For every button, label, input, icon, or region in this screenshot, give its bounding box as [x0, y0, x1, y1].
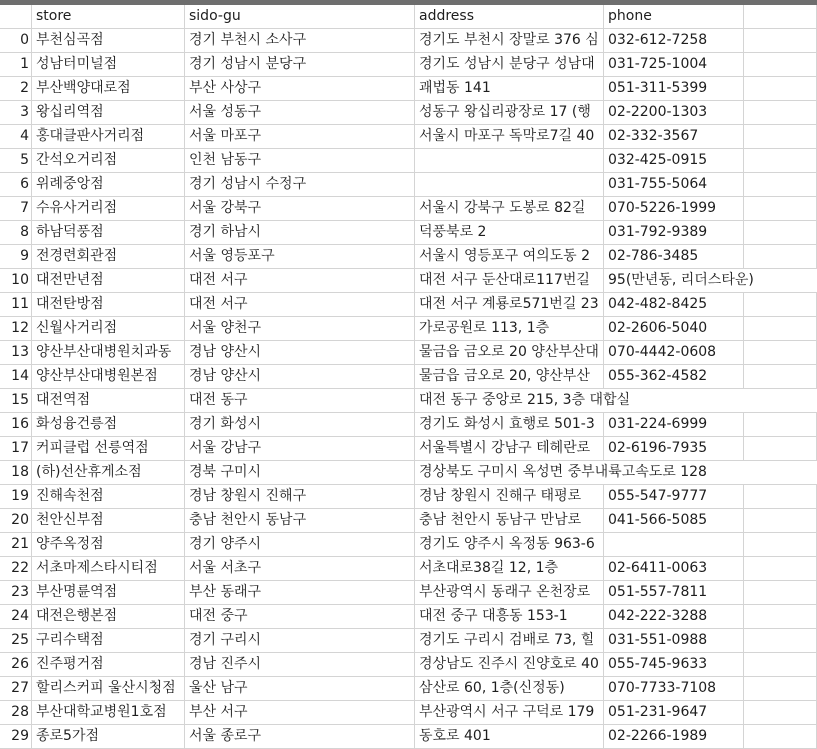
address-cell[interactable]: 충남 천안시 동남구 만남로	[415, 509, 604, 532]
store-cell[interactable]: 양산부산대병원치과동	[32, 341, 185, 364]
store-cell[interactable]: 성남터미널점	[32, 53, 185, 76]
address-cell[interactable]: 대전 중구 대흥동 153-1	[415, 605, 604, 628]
address-cell[interactable]: 서울시 강북구 도봉로 82길	[415, 197, 604, 220]
address-cell[interactable]: 물금읍 금오로 20 양산부산대	[415, 341, 604, 364]
empty-cell[interactable]	[744, 629, 817, 652]
phone-cell[interactable]: 02-2606-5040	[604, 317, 744, 340]
store-cell[interactable]: 부산대학교병원1호점	[32, 701, 185, 724]
table-row[interactable]	[0, 557, 817, 581]
row-index[interactable]: 14	[0, 365, 32, 388]
address-cell[interactable]: 경남 창원시 진해구 태평로	[415, 485, 604, 508]
empty-cell[interactable]	[744, 77, 817, 100]
store-cell[interactable]: 간석오거리점	[32, 149, 185, 172]
phone-cell[interactable]: 032-612-7258	[604, 29, 744, 52]
store-cell[interactable]: 종로5가점	[32, 725, 185, 748]
address-cell[interactable]	[415, 173, 604, 196]
store-cell[interactable]: 하남덕풍점	[32, 221, 185, 244]
address-cell[interactable]: 경기도 양주시 옥정동 963-6	[415, 533, 604, 556]
empty-cell[interactable]	[744, 221, 817, 244]
empty-column-header[interactable]	[744, 5, 817, 28]
table-row[interactable]	[0, 269, 817, 293]
empty-cell[interactable]	[744, 341, 817, 364]
phone-cell[interactable]: 031-755-5064	[604, 173, 744, 196]
phone-cell[interactable]: 02-2200-1303	[604, 101, 744, 124]
row-index[interactable]: 6	[0, 173, 32, 196]
store-cell[interactable]: 수유사거리점	[32, 197, 185, 220]
table-row[interactable]	[0, 629, 817, 653]
address-cell[interactable]: 삼산로 60, 1층(신정동)	[415, 677, 604, 700]
empty-cell[interactable]	[744, 53, 817, 76]
empty-cell[interactable]	[744, 317, 817, 340]
table-row[interactable]	[0, 605, 817, 629]
store-cell[interactable]: 왕십리역점	[32, 101, 185, 124]
empty-cell[interactable]	[744, 197, 817, 220]
row-index[interactable]: 21	[0, 533, 32, 556]
phone-cell[interactable]: 070-7733-7108	[604, 677, 744, 700]
row-index[interactable]: 1	[0, 53, 32, 76]
sido-gu-cell[interactable]: 충남 천안시 동남구	[185, 509, 415, 532]
table-row[interactable]	[0, 365, 817, 389]
row-index[interactable]: 29	[0, 725, 32, 748]
table-row[interactable]	[0, 29, 817, 53]
table-row[interactable]	[0, 725, 817, 749]
store-cell[interactable]: 부천심곡점	[32, 29, 185, 52]
phone-cell[interactable]: 070-4442-0608	[604, 341, 744, 364]
row-index[interactable]: 17	[0, 437, 32, 460]
table-row[interactable]	[0, 77, 817, 101]
table-row[interactable]	[0, 509, 817, 533]
table-row[interactable]	[0, 461, 817, 485]
empty-cell[interactable]	[744, 533, 817, 556]
table-row[interactable]	[0, 317, 817, 341]
sido-gu-cell[interactable]: 서울 영등포구	[185, 245, 415, 268]
phone-cell[interactable]: 055-745-9633	[604, 653, 744, 676]
table-row[interactable]	[0, 485, 817, 509]
table-row[interactable]	[0, 197, 817, 221]
sido-gu-cell[interactable]: 부산 서구	[185, 701, 415, 724]
sido-gu-cell[interactable]: 대전 중구	[185, 605, 415, 628]
row-index[interactable]: 12	[0, 317, 32, 340]
address-cell[interactable]: 서울특별시 강남구 테헤란로	[415, 437, 604, 460]
empty-cell[interactable]	[744, 605, 817, 628]
row-index[interactable]: 26	[0, 653, 32, 676]
table-row[interactable]	[0, 653, 817, 677]
phone-cell[interactable]: 041-566-5085	[604, 509, 744, 532]
address-cell[interactable]: 덕풍북로 2	[415, 221, 604, 244]
empty-cell[interactable]	[744, 101, 817, 124]
sido-gu-cell[interactable]: 경남 진주시	[185, 653, 415, 676]
store-cell[interactable]: 화성융건릉점	[32, 413, 185, 436]
sido-gu-cell[interactable]: 서울 서초구	[185, 557, 415, 580]
address-cell[interactable]: 서초대로38길 12, 1층	[415, 557, 604, 580]
address-cell[interactable]: 물금읍 금오로 20, 양산부산	[415, 365, 604, 388]
phone-cell[interactable]: 055-362-4582	[604, 365, 744, 388]
phone-cell[interactable]: 070-5226-1999	[604, 197, 744, 220]
store-cell[interactable]: 구리수택점	[32, 629, 185, 652]
sido-gu-cell[interactable]: 서울 강남구	[185, 437, 415, 460]
row-index[interactable]: 25	[0, 629, 32, 652]
empty-cell[interactable]	[744, 677, 817, 700]
table-row[interactable]	[0, 245, 817, 269]
sido-gu-cell[interactable]: 서울 양천구	[185, 317, 415, 340]
table-row[interactable]	[0, 221, 817, 245]
phone-cell[interactable]	[604, 533, 744, 556]
store-cell[interactable]: 천안신부점	[32, 509, 185, 532]
table-row[interactable]	[0, 701, 817, 725]
row-index[interactable]: 2	[0, 77, 32, 100]
table-row[interactable]	[0, 293, 817, 317]
address-cell[interactable]: 경기도 성남시 분당구 성남대	[415, 53, 604, 76]
sido-gu-cell[interactable]: 부산 사상구	[185, 77, 415, 100]
address-cell[interactable]: 대전 서구 둔산대로117번길	[415, 269, 604, 292]
phone-cell[interactable]: 032-425-0915	[604, 149, 744, 172]
sido-gu-cell[interactable]: 경남 양산시	[185, 341, 415, 364]
sido-gu-cell[interactable]: 경기 하남시	[185, 221, 415, 244]
store-cell[interactable]: 커피클럽 선릉역점	[32, 437, 185, 460]
row-index[interactable]: 28	[0, 701, 32, 724]
address-cell[interactable]: 가로공원로 113, 1층	[415, 317, 604, 340]
store-cell[interactable]: 진해속천점	[32, 485, 185, 508]
row-index[interactable]: 24	[0, 605, 32, 628]
table-row[interactable]	[0, 677, 817, 701]
row-index[interactable]: 7	[0, 197, 32, 220]
empty-cell[interactable]	[744, 293, 817, 316]
row-index[interactable]: 5	[0, 149, 32, 172]
table-row[interactable]	[0, 389, 817, 413]
sido-gu-cell[interactable]: 경기 성남시 분당구	[185, 53, 415, 76]
table-row[interactable]	[0, 533, 817, 557]
address-cell[interactable]: 대전 서구 계룡로571번길 23	[415, 293, 604, 316]
column-header-sido-gu[interactable]: sido-gu	[185, 5, 415, 28]
address-cell[interactable]: 경기도 부천시 장말로 376 심	[415, 29, 604, 52]
store-cell[interactable]: 부산명륜역점	[32, 581, 185, 604]
empty-cell[interactable]	[744, 29, 817, 52]
address-cell[interactable]: 경상북도 구미시 옥성면 중부내륙고속도로 128	[419, 464, 707, 480]
sido-gu-cell[interactable]: 대전 서구	[185, 269, 415, 292]
empty-cell[interactable]	[744, 125, 817, 148]
store-cell[interactable]: (하)선산휴게소점	[32, 461, 185, 484]
address-cell[interactable]	[415, 149, 604, 172]
phone-cell[interactable]: 051-311-5399	[604, 77, 744, 100]
address-cell[interactable]: 대전 동구 중앙로 215, 3층 대합실	[419, 392, 631, 408]
sido-gu-cell[interactable]: 경기 성남시 수정구	[185, 173, 415, 196]
sido-gu-cell[interactable]: 경기 화성시	[185, 413, 415, 436]
row-index[interactable]: 0	[0, 29, 32, 52]
address-cell[interactable]: 동호로 401	[415, 725, 604, 748]
row-index[interactable]: 22	[0, 557, 32, 580]
sido-gu-cell[interactable]: 경기 부천시 소사구	[185, 29, 415, 52]
empty-cell[interactable]	[744, 365, 817, 388]
address-cell[interactable]: 경기도 구리시 검배로 73, 힐	[415, 629, 604, 652]
index-header[interactable]	[0, 5, 32, 28]
sido-gu-cell[interactable]: 서울 강북구	[185, 197, 415, 220]
sido-gu-cell[interactable]: 경북 구미시	[185, 461, 415, 484]
row-index[interactable]: 18	[0, 461, 32, 484]
sido-gu-cell[interactable]: 울산 남구	[185, 677, 415, 700]
row-index[interactable]: 27	[0, 677, 32, 700]
address-cell[interactable]: 부산광역시 서구 구덕로 179	[415, 701, 604, 724]
row-index[interactable]: 9	[0, 245, 32, 268]
address-cell[interactable]: 경상남도 진주시 진양호로 40	[415, 653, 604, 676]
header-row	[0, 5, 817, 29]
store-cell[interactable]: 전경련회관점	[32, 245, 185, 268]
row-index[interactable]: 15	[0, 389, 32, 412]
phone-cell[interactable]: 95(만년동, 리더스타운)	[608, 272, 754, 288]
column-header-store[interactable]: store	[32, 5, 185, 28]
empty-cell[interactable]	[744, 653, 817, 676]
sido-gu-cell[interactable]: 대전 동구	[185, 389, 415, 412]
table-row[interactable]	[0, 101, 817, 125]
row-index[interactable]: 23	[0, 581, 32, 604]
store-cell[interactable]: 위례중앙점	[32, 173, 185, 196]
sido-gu-cell[interactable]: 경기 양주시	[185, 533, 415, 556]
table-row[interactable]	[0, 125, 817, 149]
row-index[interactable]: 10	[0, 269, 32, 292]
phone-cell[interactable]: 042-222-3288	[604, 605, 744, 628]
table-row[interactable]	[0, 413, 817, 437]
phone-cell[interactable]: 051-231-9647	[604, 701, 744, 724]
address-cell[interactable]: 서울시 영등포구 여의도동 2	[415, 245, 604, 268]
phone-cell[interactable]: 02-2266-1989	[604, 725, 744, 748]
empty-cell[interactable]	[744, 173, 817, 196]
store-cell[interactable]: 대전만년점	[32, 269, 185, 292]
phone-cell[interactable]: 055-547-9777	[604, 485, 744, 508]
address-cell[interactable]: 서울시 마포구 독막로7길 40	[415, 125, 604, 148]
row-index[interactable]: 20	[0, 509, 32, 532]
sido-gu-cell[interactable]: 경남 양산시	[185, 365, 415, 388]
store-cell[interactable]: 양주옥정점	[32, 533, 185, 556]
table-row[interactable]	[0, 173, 817, 197]
store-cell[interactable]: 대전은행본점	[32, 605, 185, 628]
empty-cell[interactable]	[744, 581, 817, 604]
phone-cell[interactable]: 02-786-3485	[604, 245, 744, 268]
empty-cell[interactable]	[744, 701, 817, 724]
empty-cell[interactable]	[744, 245, 817, 268]
empty-cell[interactable]	[744, 437, 817, 460]
phone-cell[interactable]: 02-6411-0063	[604, 557, 744, 580]
phone-cell[interactable]: 031-224-6999	[604, 413, 744, 436]
empty-cell[interactable]	[744, 485, 817, 508]
empty-cell[interactable]	[744, 413, 817, 436]
sido-gu-cell[interactable]: 대전 서구	[185, 293, 415, 316]
store-cell[interactable]: 할리스커피 울산시청점	[32, 677, 185, 700]
store-cell[interactable]: 진주평거점	[32, 653, 185, 676]
row-index[interactable]: 11	[0, 293, 32, 316]
table-row[interactable]	[0, 149, 817, 173]
row-index[interactable]: 16	[0, 413, 32, 436]
table-row[interactable]	[0, 581, 817, 605]
table-row[interactable]	[0, 437, 817, 461]
empty-cell[interactable]	[744, 557, 817, 580]
store-cell[interactable]: 대전탄방점	[32, 293, 185, 316]
sido-gu-cell[interactable]: 서울 성동구	[185, 101, 415, 124]
store-cell[interactable]: 양산부산대병원본점	[32, 365, 185, 388]
row-index[interactable]: 13	[0, 341, 32, 364]
phone-cell[interactable]: 042-482-8425	[604, 293, 744, 316]
empty-cell[interactable]	[744, 509, 817, 532]
phone-cell[interactable]: 02-6196-7935	[604, 437, 744, 460]
store-cell[interactable]: 서초마제스타시티점	[32, 557, 185, 580]
row-index[interactable]: 4	[0, 125, 32, 148]
row-index[interactable]: 8	[0, 221, 32, 244]
address-cell[interactable]: 괘법동 141	[415, 77, 604, 100]
store-cell[interactable]: 대전역점	[32, 389, 185, 412]
sido-gu-cell[interactable]: 서울 종로구	[185, 725, 415, 748]
empty-cell[interactable]	[744, 725, 817, 748]
phone-cell[interactable]: 031-792-9389	[604, 221, 744, 244]
phone-cell[interactable]: 051-557-7811	[604, 581, 744, 604]
empty-cell[interactable]	[744, 149, 817, 172]
sido-gu-cell[interactable]: 인천 남동구	[185, 149, 415, 172]
phone-cell[interactable]: 031-725-1004	[604, 53, 744, 76]
store-cell[interactable]: 부산백양대로점	[32, 77, 185, 100]
sido-gu-cell[interactable]: 서울 마포구	[185, 125, 415, 148]
address-cell[interactable]: 부산광역시 동래구 온천장로	[415, 581, 604, 604]
table-row[interactable]	[0, 341, 817, 365]
store-cell[interactable]: 홍대클판사거리점	[32, 125, 185, 148]
spreadsheet-grid[interactable]	[0, 5, 817, 749]
address-cell[interactable]: 성동구 왕십리광장로 17 (행	[415, 101, 604, 124]
address-cell[interactable]: 경기도 화성시 효행로 501-3	[415, 413, 604, 436]
store-cell[interactable]: 신월사거리점	[32, 317, 185, 340]
row-index[interactable]: 19	[0, 485, 32, 508]
sido-gu-cell[interactable]: 경남 창원시 진해구	[185, 485, 415, 508]
column-header-phone[interactable]: phone	[604, 5, 744, 28]
table-row[interactable]	[0, 53, 817, 77]
row-index[interactable]: 3	[0, 101, 32, 124]
column-header-address[interactable]: address	[415, 5, 604, 28]
sido-gu-cell[interactable]: 경기 구리시	[185, 629, 415, 652]
phone-cell[interactable]: 031-551-0988	[604, 629, 744, 652]
sido-gu-cell[interactable]: 부산 동래구	[185, 581, 415, 604]
phone-cell[interactable]: 02-332-3567	[604, 125, 744, 148]
